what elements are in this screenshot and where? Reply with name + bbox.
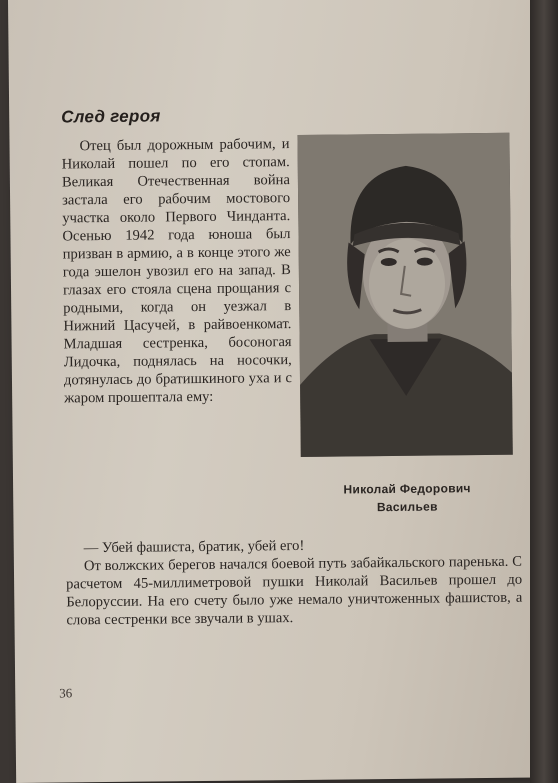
- paragraph-2: От волжских берегов начался боевой путь забайкальского паренька. С расчетом 45-миллиметровой пушки Николай Васильев прошел до Белоруссии. На его счету было уже немало уничтоженных фашистов, а слова сестренки все звучали в ушах.: [66, 553, 523, 629]
- caption-name: Николай Федорович: [343, 481, 471, 497]
- book-binding-edge: [530, 0, 558, 783]
- article-full-width-text: [66, 535, 523, 630]
- page-number: 36: [59, 685, 73, 701]
- dialogue-line: — Убей фашиста, братик, убей его!: [83, 537, 305, 557]
- paragraph-1: Отец был дорожным рабочим, и Николай пошел по его стопам. Великая Отечественная война застала его рабочим мостового участка около Первого Чинданта. Осенью 1942 года юноша был призван в армию, а в конце этого же года эшелон увозил его на запад. В глазах его стояла сцена прощания с родными, когда он уезжал в Нижний Цасучей, в райвоенкомат. Младшая сестренка, босоногая Лидочка, поднялась на носочки, дотянулась до братишкиного уха и с жаром прошептала ему:: [61, 136, 293, 407]
- article-column-text: [61, 135, 292, 407]
- portrait-photo: [297, 133, 512, 457]
- caption-surname: Васильев: [376, 499, 438, 515]
- book-page: [8, 0, 538, 783]
- article-heading: След героя: [61, 106, 161, 127]
- portrait-image: [297, 133, 512, 457]
- photo-caption: [301, 479, 513, 517]
